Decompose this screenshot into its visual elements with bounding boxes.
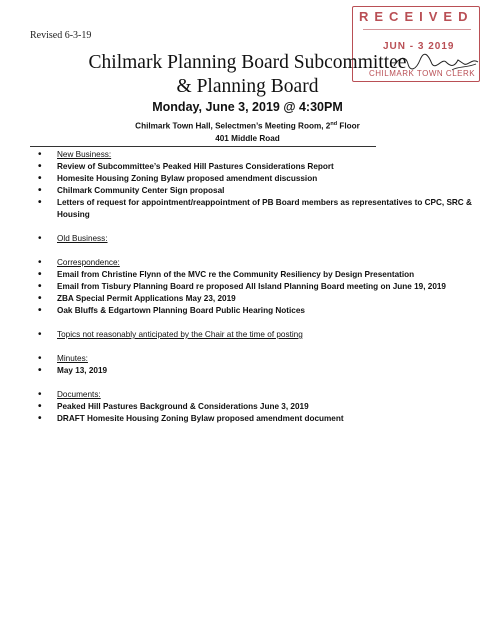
location-line-2: 401 Middle Road — [215, 133, 280, 143]
list-item: • May 13, 2019 — [38, 365, 478, 377]
topics-heading: • Topics not reasonably anticipated by the Chair at the time of posting — [38, 329, 478, 341]
list-item: • Oak Bluffs & Edgartown Planning Board Public Hearing Notices — [38, 305, 478, 317]
location-line-1-floor: Floor — [337, 121, 360, 131]
meeting-datetime: Monday, June 3, 2019 @ 4:30PM — [152, 100, 343, 114]
stamp-date: JUN - 3 2019 — [383, 41, 455, 52]
list-item: • Email from Tisbury Planning Board re proposed All Island Planning Board meeting on June 19, 2019 — [38, 281, 478, 293]
page-title-line-2: & Planning Board — [176, 76, 319, 97]
list-item: • Review of Subcommittee’s Peaked Hill Pastures Considerations Report — [38, 161, 478, 173]
agenda-list — [38, 149, 478, 425]
list-item: • ZBA Special Permit Applications May 23, 2019 — [38, 293, 478, 305]
list-item: • Email from Christine Flynn of the MVC re the Community Resiliency by Design Presentation — [38, 269, 478, 281]
stamp-received-text: RECEIVED — [359, 9, 474, 24]
new-business-heading: • New Business: — [38, 149, 478, 161]
list-item: • Homesite Housing Zoning Bylaw proposed amendment discussion — [38, 173, 478, 185]
header-divider — [30, 146, 376, 147]
stamp-office: CHILMARK TOWN CLERK — [369, 69, 476, 78]
location-line-1-text: Chilmark Town Hall, Selectmen’s Meeting Room, 2 — [135, 121, 331, 131]
revision-note: Revised 6-3-19 — [30, 30, 92, 41]
stamp-divider — [363, 29, 471, 30]
old-business-heading: • Old Business: — [38, 233, 478, 245]
meeting-location — [0, 118, 495, 145]
documents-heading: • Documents: — [38, 389, 478, 401]
list-item: • Peaked Hill Pastures Background & Considerations June 3, 2019 — [38, 401, 478, 413]
location-ordinal: nd — [330, 121, 338, 127]
correspondence-heading: • Correspondence: — [38, 257, 478, 269]
page-title-line-1: Chilmark Planning Board Subcommittee — [88, 52, 407, 73]
list-item: • Letters of request for appointment/reappointment of PB Board members as representatives to CPC, SRC & Housing — [38, 197, 478, 221]
list-item: • Chilmark Community Center Sign proposal — [38, 185, 478, 197]
location-line-1 — [0, 118, 495, 133]
minutes-heading: • Minutes: — [38, 353, 478, 365]
list-item: • DRAFT Homesite Housing Zoning Bylaw proposed amendment document — [38, 413, 478, 425]
